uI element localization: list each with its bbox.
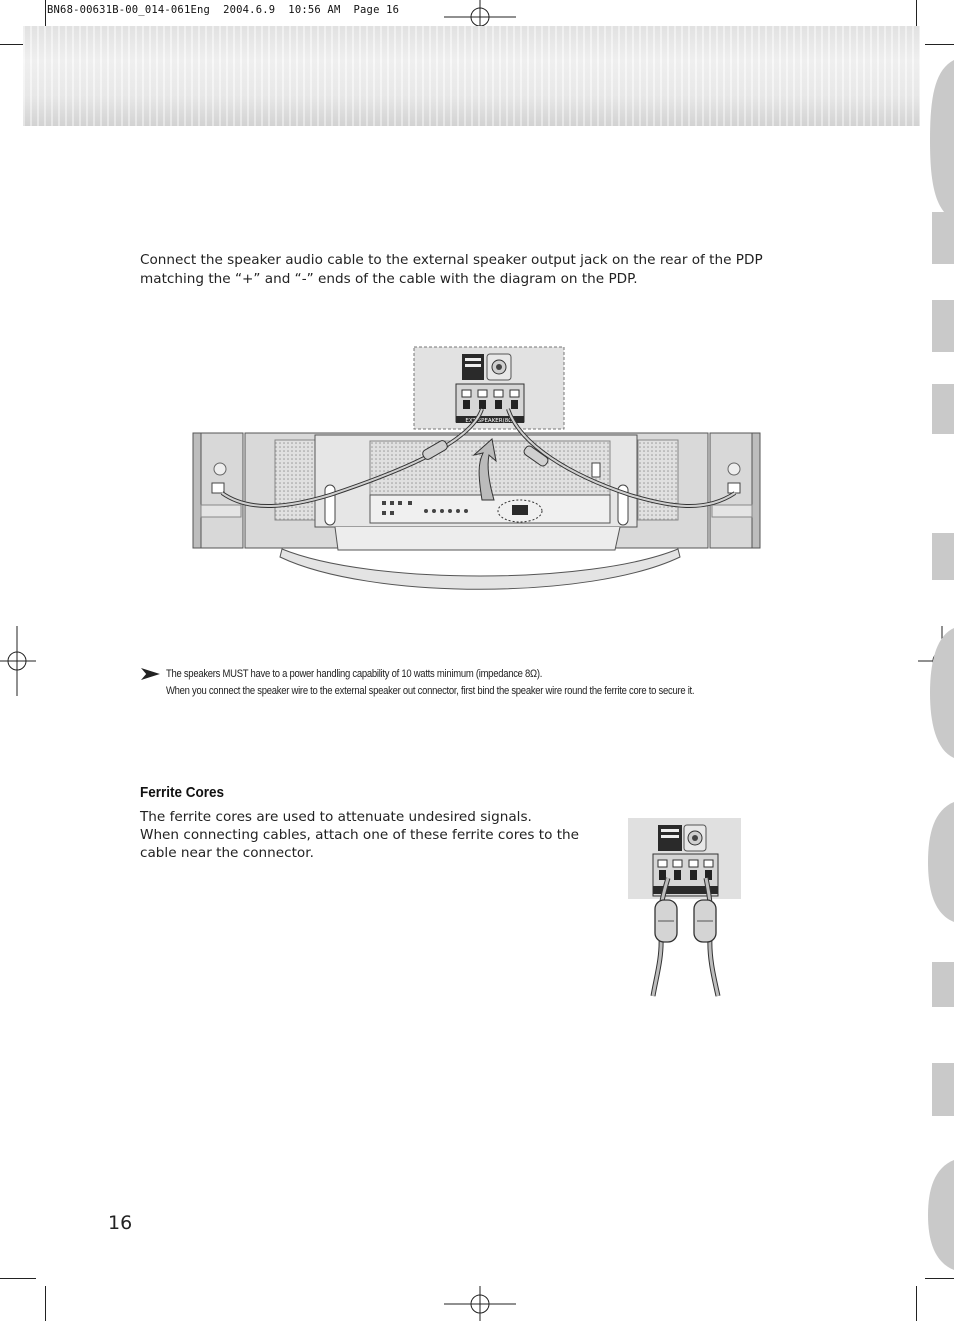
crop-mark <box>0 1278 36 1279</box>
crop-mark <box>45 1286 46 1321</box>
section-body-line-1: The ferrite cores are used to attenuate undesired signals. <box>140 809 532 825</box>
edge-tab-round <box>930 60 954 220</box>
crop-mark <box>916 1286 917 1321</box>
registration-mark-bottom <box>444 1286 516 1321</box>
arrow-right-icon <box>141 668 160 680</box>
note-block <box>141 666 743 700</box>
note-line-2: When you connect the speaker wire to the external speaker out connector, first bind the speaker wire round the ferrite core to secure it. <box>165 685 695 697</box>
pdp-rear-speaker-diagram <box>190 345 765 595</box>
edge-tab <box>932 962 954 1007</box>
header-band <box>23 26 920 126</box>
edge-tab <box>932 384 954 434</box>
edge-tab <box>932 533 954 580</box>
edge-tab-round <box>930 628 954 758</box>
ferrite-core-diagram <box>628 818 742 998</box>
crop-mark <box>925 44 954 45</box>
edge-tab-round <box>928 1160 954 1270</box>
registration-mark-left <box>0 626 36 696</box>
edge-tab <box>932 212 954 264</box>
edge-tab <box>932 1063 954 1116</box>
section-body <box>140 808 610 862</box>
intro-paragraph: Connect the speaker audio cable to the external speaker output jack on the rear of the PDP matching the “+” and “-” ends of the cable with the diagram on the PDP. <box>140 252 763 287</box>
section-title: Ferrite Cores <box>140 784 225 801</box>
crop-mark <box>925 1278 954 1279</box>
note-line-1: The speakers MUST have to a power handling capability of 10 watts minimum (impedance 8Ω). <box>165 668 543 680</box>
ext-speaker-label: EXT SPEAKER(8Ω) <box>465 418 515 424</box>
page-number: 16 <box>108 1212 133 1234</box>
edge-tab <box>932 300 954 352</box>
edge-tab-round <box>928 802 954 922</box>
print-slug: BN68-00631B-00_014-061Eng 2004.6.9 10:56 AM Page 16 <box>47 4 400 16</box>
section-body-line-2: When connecting cables, attach one of these ferrite cores to the cable near the connector. <box>140 827 580 861</box>
